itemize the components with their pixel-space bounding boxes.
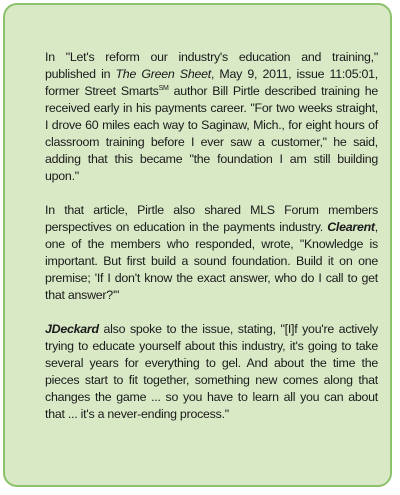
member-name-clearent: Clearent: [327, 220, 375, 234]
p1-text-b: , May 9, 2011, issue 11:05:01, former Street Smarts: [45, 67, 378, 98]
paragraph-1: [45, 49, 378, 185]
p1-text-c: author Bill Pirtle described training he received early in his payments career. "For two weeks straight, I drove 60 miles each way to Saginaw, Mich., for eight hours of classroom training before I ever saw a customer," he said, adding that this became "the foundation I am still building upon.": [45, 84, 379, 183]
p3-text-a: also spoke to the issue, stating, "[I]f you're actively trying to educate yourself about this industry, it's going to take several years for everything to gel. And about the time the pieces start to fit together, something new comes along that changes the game ... so you have to learn all you can about that ... it's a never-ending process.": [45, 322, 378, 421]
paragraph-3: [45, 321, 378, 423]
p1-text-a: In "Let's reform our industry's education and training," published in: [45, 50, 378, 81]
p2-text-a: In that article, Pirtle also shared MLS Forum members perspectives on education in the payments industry.: [45, 203, 378, 234]
sidebar-content: [45, 49, 378, 423]
p2-text-b: , one of the members who responded, wrote, "Knowledge is important. But first build a sound foundation. Build it on one premise; 'If I don't know the exact answer, who do I call to get that answer?'": [45, 220, 378, 302]
service-mark: SM: [158, 85, 169, 92]
member-name-jdeckard: JDeckard: [45, 322, 99, 336]
paragraph-2: [45, 202, 378, 304]
sidebar-box: [3, 3, 392, 487]
publication-title: The Green Sheet: [115, 67, 211, 81]
